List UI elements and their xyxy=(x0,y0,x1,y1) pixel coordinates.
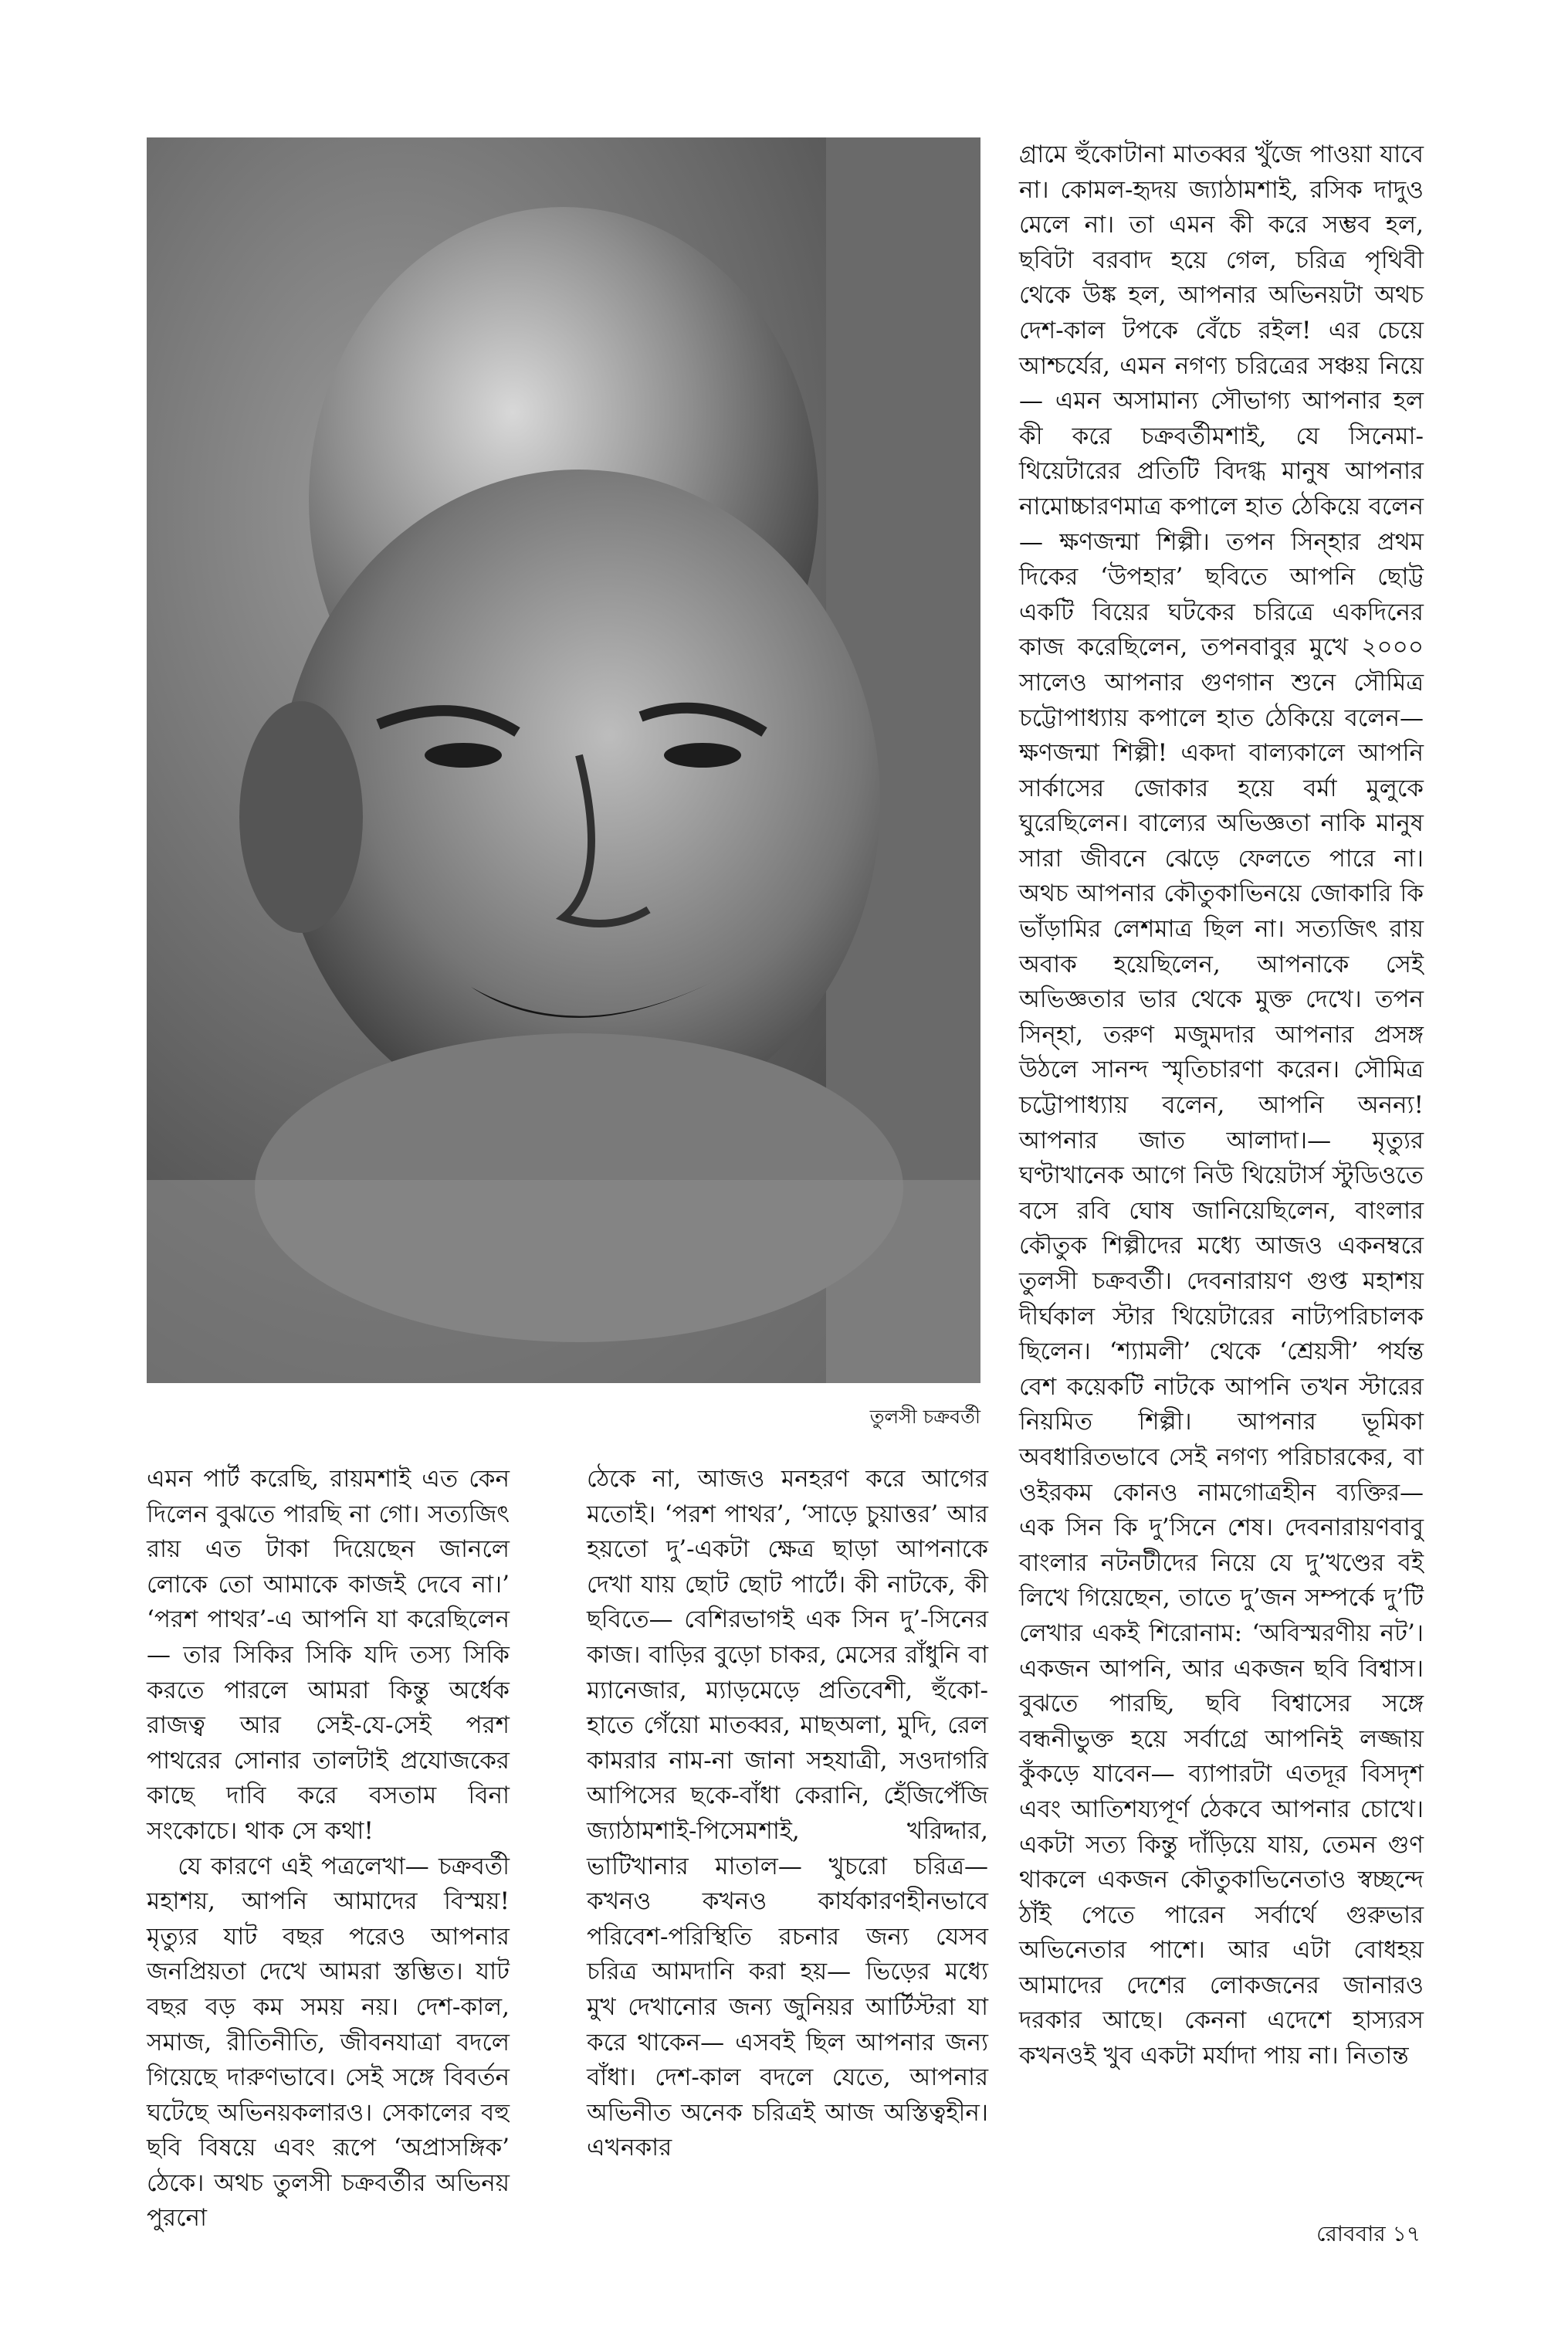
portrait-image xyxy=(147,137,980,1383)
paragraph: যে কারণে এই পত্রলেখা— চক্রবর্তী মহাশয়, আপনি আমাদের বিস্ময়! মৃত্যুর যাট বছর পরেও আপনার জনপ্রিয়তা দেখে আমরা স্তম্ভিত। যাট বছর বড় কম সময় নয়। দেশ-কাল, সমাজ, রীতিনীতি, জীবনযাত্রা বদলে গিয়েছে দারুণভাবে। সেই সঙ্গে বিবর্তন ঘটেছে অভিনয়কলারও। সেকালের বহু ছবি বিষয়ে এবং রূপে ‘অপ্রাসঙ্গিক’ ঠেকে। অথচ তুলসী চক্রবর্তীর অভিনয় পুরনো xyxy=(147,1852,510,2233)
portrait-photo xyxy=(147,137,980,1383)
page-folio: রোববার ১৭ xyxy=(1316,2221,1421,2246)
paragraph: গ্রামে হুঁকোটানা মাতব্বর খুঁজে পাওয়া যাবে না। কোমল-হৃদয় জ্যাঠামশাই, রসিক দাদুও মেলে না। তা এমন কী করে সম্ভব হল, ছবিটা বরবাদ হয়ে গেল, চরিত্র পৃথিবী থেকে উঙ্ক হল, আপনার অভিনয়টা অথচ দেশ-কাল টপকে বেঁচে রইল! এর চেয়ে আশ্চর্যের, এমন নগণ্য চরিত্রের সঞ্চয় নিয়ে— এমন অসামান্য সৌভাগ্য আপনার হল কী করে চক্রবর্তীমশাই, যে সিনেমা-থিয়েটারের প্রতিটি বিদগ্ধ মানুষ আপনার নামোচ্চারণমাত্র কপালে হাত ঠেকিয়ে বলেন— ক্ষণজন্মা শিল্পী। তপন সিন্‌হার প্রথম দিকের ‘উপহার’ ছবিতে আপনি ছোট্ট একটি বিয়ের ঘটকের চরিত্রে একদিনের কাজ করেছিলেন, তপনবাবুর মুখে ২০০০ সালেও আপনার গুণগান শুনে সৌমিত্র চট্টোপাধ্যায় কপালে হাত ঠেকিয়ে বলেন— ক্ষণজন্মা শিল্পী! একদা বাল্যকালে আপনি সার্কাসের জোকার হয়ে বর্মা মুলুকে ঘুরেছিলেন। বাল্যের অভিজ্ঞতা নাকি মানুষ সারা জীবনে ঝেড়ে ফেলতে পারে না। অথচ আপনার কৌতুকাভিনয়ে জোকারি কি ভাঁড়ামির লেশমাত্র ছিল না। সত্যজিৎ রায় অবাক হয়েছিলেন, আপনাকে সেই অভিজ্ঞতার ভার থেকে মুক্ত দেখে। তপন সিন্‌হা, তরুণ মজুমদার আপনার প্রসঙ্গ উঠলে সানন্দ স্মৃতিচারণা করেন। সৌমিত্র চট্টোপাধ্যায় বলেন, আপনি অনন্য! আপনার জাত আলাদা।— মৃত্যুর ঘণ্টাখানেক আগে নিউ থিয়েটার্স স্টুডিওতে বসে রবি ঘোষ জানিয়েছিলেন, বাংলার কৌতুক শিল্পীদের মধ্যে আজও একনম্বরে তুলসী চক্রবর্তী। দেবনারায়ণ গুপ্ত মহাশয় দীর্ঘকাল স্টার থিয়েটারের নাট্যপরিচালক ছিলেন। ‘শ্যামলী’ থেকে ‘শ্রেয়সী’ পর্যন্ত বেশ কয়েকটি নাটকে আপনি তখন স্টারের নিয়মিত শিল্পী। আপনার ভূমিকা অবধারিতভাবে সেই নগণ্য পরিচারকের, বা ওইরকম কোনও নামগোত্রহীন ব্যক্তির— এক সিন কি দু’সিনে শেষ। দেবনারায়ণবাবু বাংলার নটনটীদের নিয়ে যে দু’খণ্ডের বই লিখে গিয়েছেন, তাতে দু’জন সম্পর্কে দু’টি লেখার একই শিরোনাম: ‘অবিস্মরণীয় নট’। একজন আপনি, আর একজন ছবি বিশ্বাস। বুঝতে পারছি, ছবি বিশ্বাসের সঙ্গে বন্ধনীভুক্ত হয়ে সর্বাগ্রে আপনিই লজ্জায় কুঁকড়ে যাবেন— ব্যাপারটা এতদূর বিসদৃশ এবং আতিশয্যপূর্ণ ঠেকবে আপনার চোখে। একটা সত্য কিন্তু দাঁড়িয়ে যায়, তেমন গুণ থাকলে একজন কৌতুকাভিনেতাও স্বচ্ছন্দে ঠাঁই পেতে পারেন সর্বার্থে গুরুভার অভিনেতার পাশে। আর এটা বোধহয় আমাদের দেশের লোকজনের জানারও দরকার আছে। কেননা এদেশে হাস্যরস কখনওই খুব একটা মর্যাদা পায় না। নিতান্ত xyxy=(1019,141,1424,2070)
paragraph: এমন পার্ট করেছি, রায়মশাই এত কেন দিলেন বুঝতে পারছি না গো। সত্যজিৎ রায় এত টাকা দিয়েছেন জানলে লোকে তো আমাকে কাজই দেবে না।’ ‘পরশ পাথর’-এ আপনি যা করেছিলেন— তার সিকির সিকি যদি তস্য সিকি করতে পারলে আমরা কিন্তু অর্ধেক রাজত্ব আর সেই-যে-সেই পরশ পাথরের সোনার তালটাই প্রযোজকের কাছে দাবি করে বসতাম বিনা সংকোচে। থাক সে কথা! xyxy=(147,1465,510,1845)
article-column-left xyxy=(147,1462,510,2236)
photo-caption: তুলসী চক্রবর্তী xyxy=(869,1405,980,1428)
article-column-middle xyxy=(587,1462,988,2166)
paragraph: ঠেকে না, আজও মনহরণ করে আগের মতোই। ‘পরশ পাথর’, ‘সাড়ে চুয়াত্তর’ আর হয়তো দু’-একটা ক্ষেত্র ছাড়া আপনাকে দেখা যায় ছোট ছোট পার্টে। কী নাটকে, কী ছবিতে— বেশিরভাগই এক সিন দু’-সিনের কাজ। বাড়ির বুড়ো চাকর, মেসের রাঁধুনি বা ম্যানেজার, ম্যাড়মেড়ে প্রতিবেশী, হুঁকো-হাতে গেঁয়ো মাতব্বর, মাছঅলা, মুদি, রেল কামরার নাম-না জানা সহযাত্রী, সওদাগরি আপিসের ছকে-বাঁধা কেরানি, হেঁজিপেঁজি জ্যাঠামশাই-পিসেমশাই, খরিদ্দার, ভাটিখানার মাতাল— খুচরো চরিত্র— কখনও কখনও কার্যকারণহীনভাবে পরিবেশ-পরিস্থিতি রচনার জন্য যেসব চরিত্র আমদানি করা হয়— ভিড়ের মধ্যে মুখ দেখানোর জন্য জুনিয়র আর্টিস্টরা যা করে থাকেন— এসবই ছিল আপনার জন্য বাঁধা। দেশ-কাল বদলে যেতে, আপনার অভিনীত অনেক চরিত্রই আজ অস্তিত্বহীন। এখনকার xyxy=(587,1465,988,2162)
article-column-right xyxy=(1019,137,1424,2074)
